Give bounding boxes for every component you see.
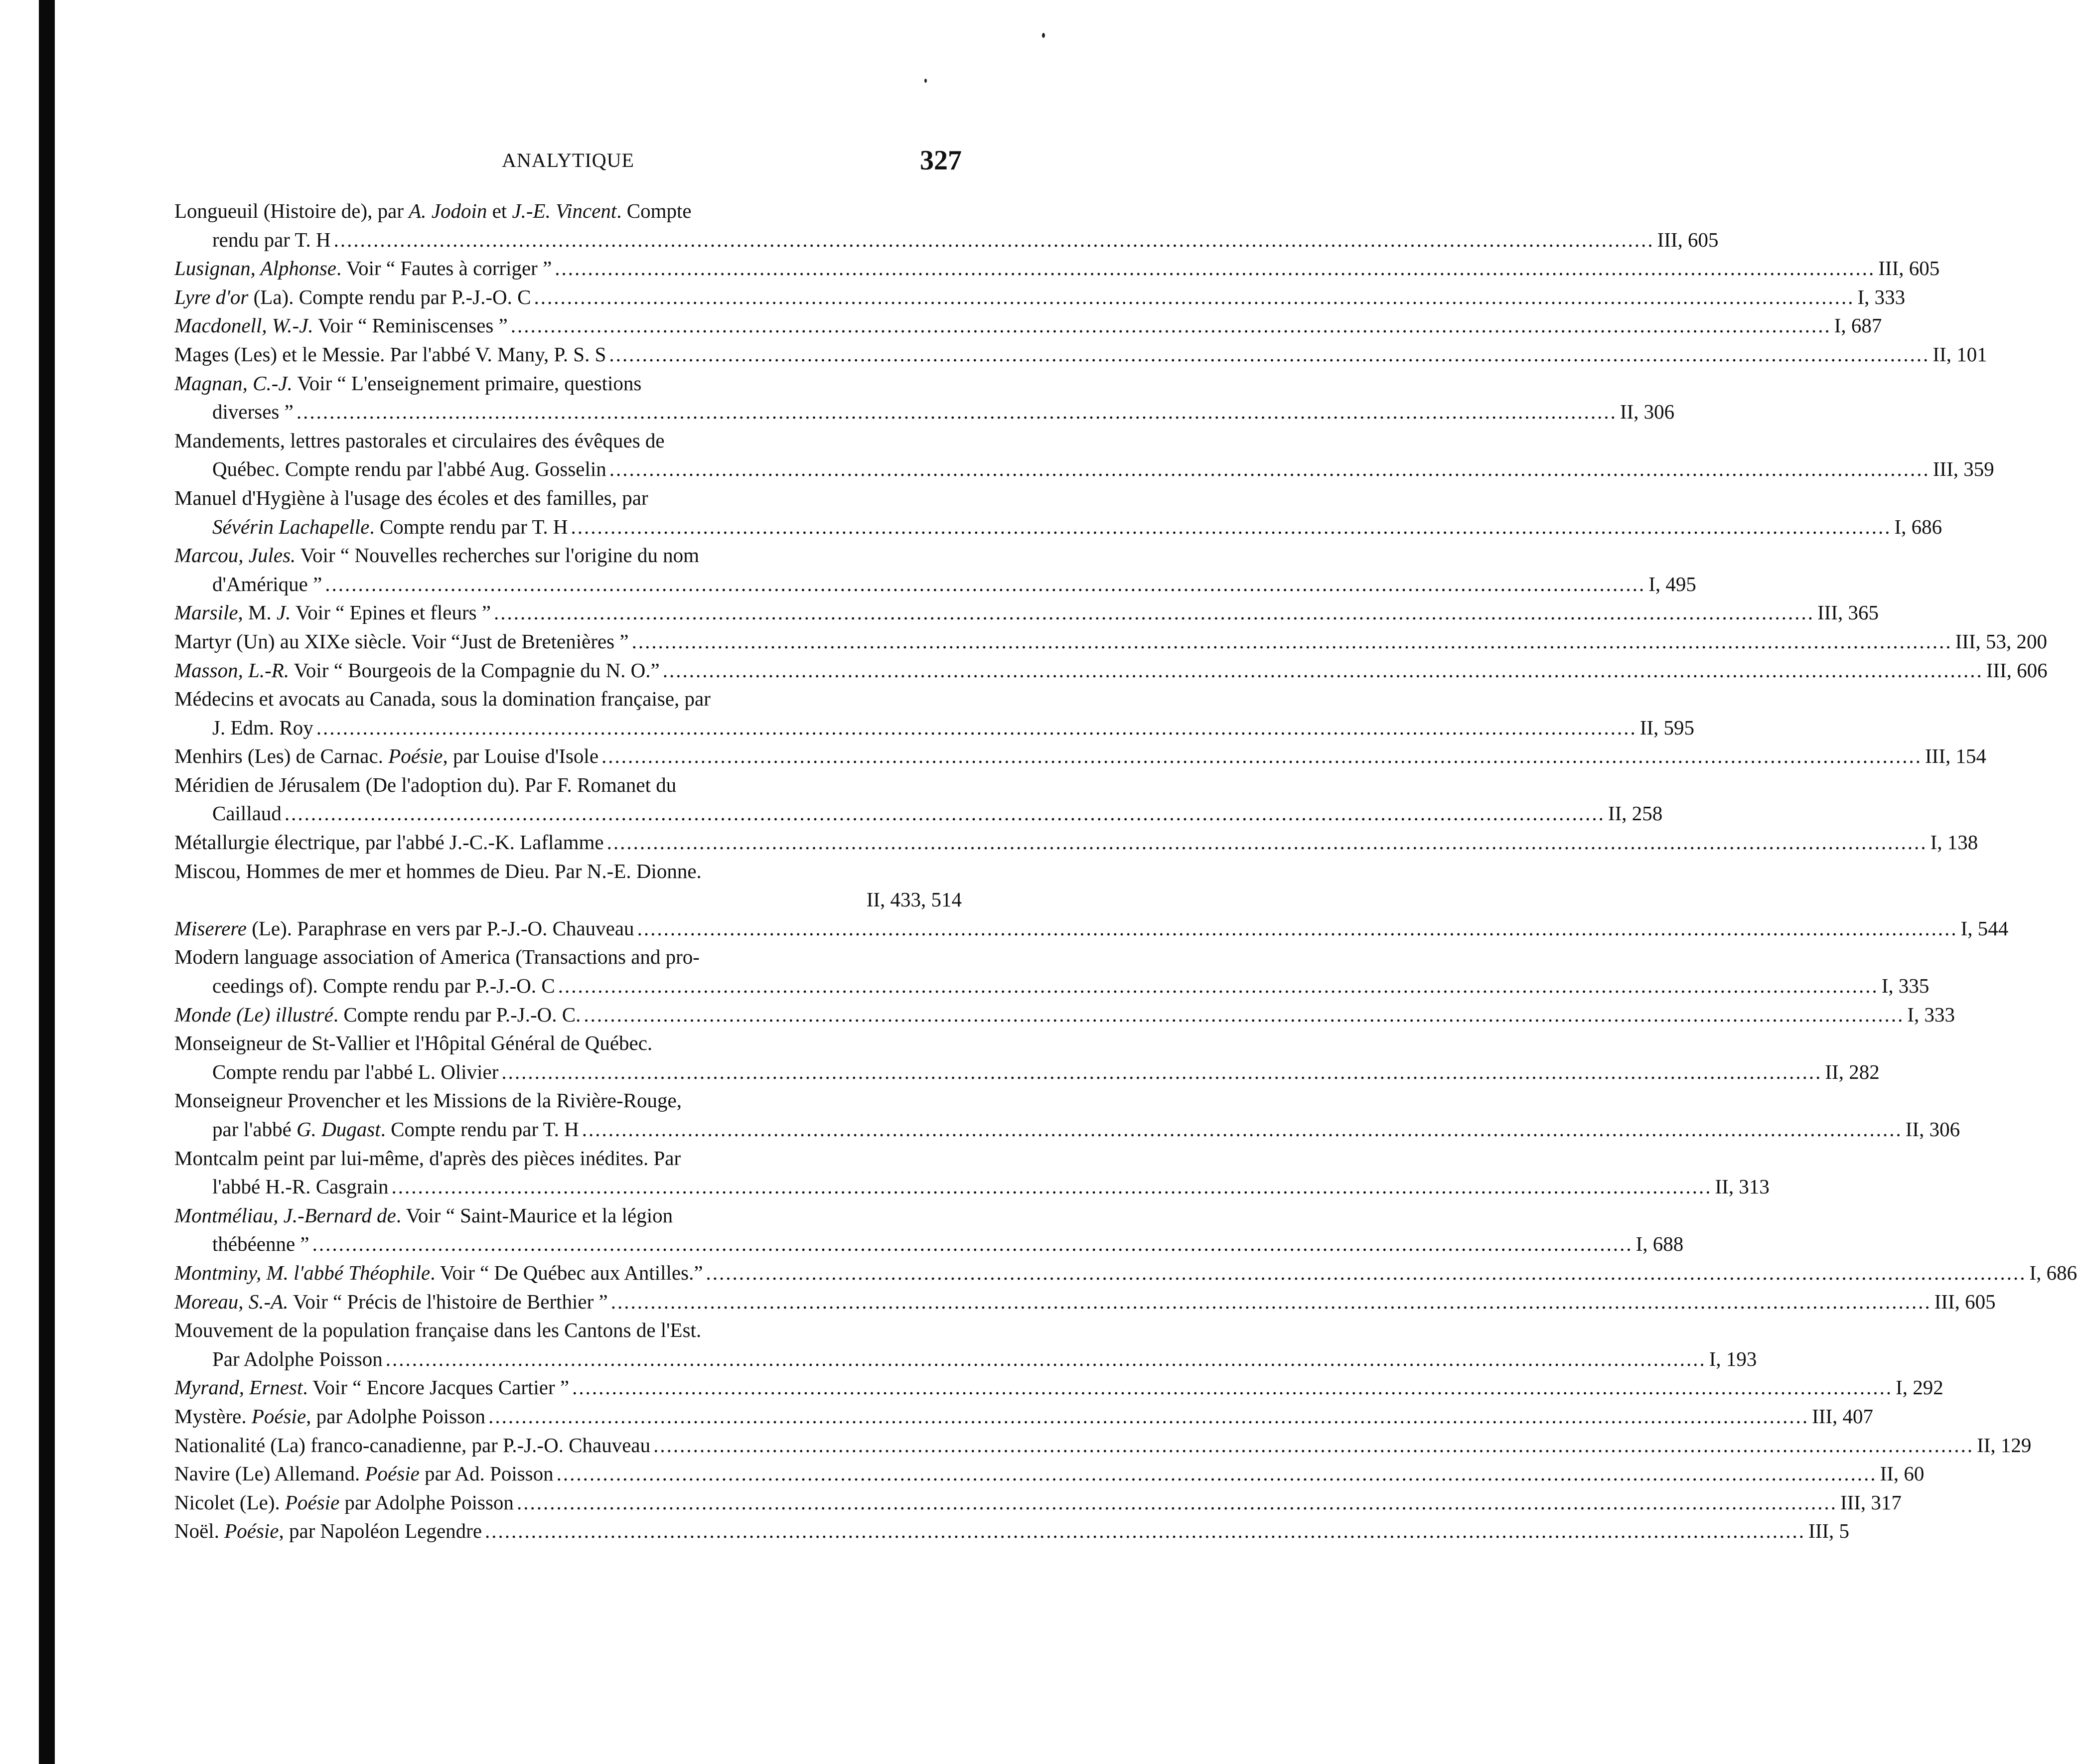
index-entry bbox=[174, 1001, 1955, 1029]
entry-text: Compte rendu par l'abbé L. Olivier bbox=[212, 1060, 499, 1083]
entry-text: Mouvement de la population française dans les Cantons de l'Est. bbox=[174, 1319, 702, 1342]
entry-text: J. Edm. Roy bbox=[212, 716, 313, 739]
leader-dots: ........................................................................................................................................................................................................ bbox=[571, 515, 1892, 538]
leader-dots: ........................................................................................................................................................................................................ bbox=[516, 1490, 1837, 1514]
volume-page-ref: I, 292 bbox=[1896, 1376, 1943, 1399]
index-entry bbox=[174, 627, 2048, 656]
volume-page-ref: II, 433, 514 bbox=[866, 888, 962, 911]
entry-line bbox=[174, 1001, 1955, 1029]
volume-page-ref: III, 407 bbox=[1812, 1404, 1874, 1428]
entry-text: Martyr (Un) au XIXe siècle. Voir “Just de Bretenières ” bbox=[174, 629, 629, 653]
entry-text: Métallurgie électrique, par l'abbé J.-C.-K. Laflamme bbox=[174, 831, 604, 854]
leader-dots: ........................................................................................................................................................................................................ bbox=[582, 1118, 1903, 1141]
leader-dots: ........................................................................................................................................................................................................ bbox=[637, 916, 1958, 940]
volume-page-ref: I, 688 bbox=[1635, 1232, 1684, 1256]
entry-text: Montcalm peint par lui-même, d'après des pièces inédites. Par bbox=[174, 1146, 681, 1170]
index-list bbox=[174, 197, 2077, 1546]
volume-page-ref: II, 129 bbox=[1977, 1433, 2032, 1457]
leader-dots: ........................................................................................................................................................................................................ bbox=[284, 802, 1605, 825]
entry-line bbox=[174, 857, 962, 886]
entry-text: Miscou, Hommes de mer et hommes de Dieu. Par N.-E. Dionne. bbox=[174, 859, 702, 882]
volume-page-ref: II, 595 bbox=[1639, 716, 1695, 739]
leader-dots: ........................................................................................................................................................................................................ bbox=[312, 1232, 1633, 1256]
entry-text: Méridien de Jérusalem (De l'adoption du). Par F. Romanet du bbox=[174, 773, 677, 796]
entry-text: Nationalité (La) franco-canadienne, par P.-J.-O. Chauveau bbox=[174, 1433, 651, 1457]
entry-line bbox=[174, 943, 962, 972]
entry-line bbox=[174, 828, 1978, 857]
entry-text: Par Adolphe Poisson bbox=[212, 1347, 383, 1370]
index-entry bbox=[174, 943, 1929, 1000]
index-entry bbox=[174, 771, 1663, 828]
entry-line bbox=[174, 226, 1719, 255]
entry-line bbox=[174, 627, 2048, 656]
index-entry bbox=[174, 1201, 1684, 1259]
entry-text: Médecins et avocats au Canada, sous la domination française, par bbox=[174, 687, 711, 711]
entry-text: Mandements, lettres pastorales et circulaires des évêques de bbox=[174, 429, 665, 452]
leader-dots: ........................................................................................................................................................................................................ bbox=[631, 629, 1952, 653]
leader-dots: ........................................................................................................................................................................................................ bbox=[316, 716, 1637, 739]
leader-dots: ........................................................................................................................................................................................................ bbox=[333, 228, 1654, 251]
entry-text: par l'abbé G. Dugast. Compte rendu par T. H bbox=[212, 1118, 579, 1141]
entry-line bbox=[174, 656, 2048, 685]
entry-line bbox=[174, 1345, 1757, 1374]
index-entry bbox=[174, 1488, 1902, 1517]
entry-text: Monde (Le) illustré. Compte rendu par P.-J.-O. C. bbox=[174, 1003, 581, 1026]
index-entry bbox=[174, 1460, 1925, 1488]
index-entry bbox=[174, 1373, 1943, 1402]
index-entry bbox=[174, 1259, 2077, 1288]
index-entry bbox=[174, 1288, 1996, 1317]
entry-text: Navire (Le) Allemand. Poésie par Ad. Poisson bbox=[174, 1462, 554, 1485]
running-head: ANALYTIQUE bbox=[502, 149, 634, 171]
entry-text: Macdonell, W.-J. Voir “ Reminiscenses ” bbox=[174, 314, 508, 337]
leader-dots: ........................................................................................................................................................................................................ bbox=[662, 658, 1983, 682]
leader-dots: ........................................................................................................................................................................................................ bbox=[494, 601, 1815, 624]
volume-page-ref: I, 686 bbox=[1894, 515, 1942, 538]
index-entry bbox=[174, 857, 962, 914]
entry-line bbox=[174, 570, 1696, 599]
leader-dots: ........................................................................................................................................................................................................ bbox=[653, 1433, 1974, 1457]
volume-page-ref: I, 687 bbox=[1834, 314, 1882, 337]
leader-dots: ........................................................................................................................................................................................................ bbox=[555, 257, 1876, 280]
entry-line bbox=[174, 598, 1879, 627]
leader-dots: ........................................................................................................................................................................................................ bbox=[296, 400, 1617, 424]
index-entry bbox=[174, 427, 1994, 484]
entry-text: Magnan, C.-J. Voir “ L'enseignement primaire, questions bbox=[174, 371, 642, 395]
entry-text: Masson, L.-R. Voir “ Bourgeois de la Compagnie du N. O.” bbox=[174, 658, 660, 682]
index-entry bbox=[174, 1029, 1880, 1086]
volume-page-ref: III, 53, 200 bbox=[1955, 629, 2048, 653]
entry-text: Lusignan, Alphonse. Voir “ Fautes à corriger ” bbox=[174, 257, 552, 280]
leader-dots: ........................................................................................................................................................................................................ bbox=[325, 572, 1646, 595]
leader-dots: ........................................................................................................................................................................................................ bbox=[610, 1290, 1931, 1313]
entry-line bbox=[174, 1460, 1925, 1488]
entry-line bbox=[174, 427, 962, 455]
volume-page-ref: II, 306 bbox=[1620, 400, 1675, 424]
volume-page-ref: III, 605 bbox=[1657, 228, 1719, 251]
entry-line bbox=[174, 714, 1695, 742]
leader-dots: ........................................................................................................................................................................................................ bbox=[606, 831, 1928, 854]
entry-line bbox=[174, 541, 962, 570]
entry-line bbox=[174, 885, 962, 914]
entry-line bbox=[174, 742, 1986, 771]
entry-line bbox=[174, 972, 1929, 1001]
volume-page-ref: III, 359 bbox=[1932, 457, 1994, 481]
entry-text: Moreau, S.-A. Voir “ Précis de l'histoire de Berthier ” bbox=[174, 1290, 608, 1313]
index-entry bbox=[174, 1517, 1850, 1546]
volume-page-ref: II, 101 bbox=[1932, 342, 1987, 366]
entry-line bbox=[174, 1316, 962, 1345]
entry-line bbox=[174, 1259, 2077, 1288]
entry-text: Myrand, Ernest. Voir “ Encore Jacques Cartier ” bbox=[174, 1376, 570, 1399]
entry-line bbox=[174, 685, 962, 714]
volume-page-ref: I, 193 bbox=[1709, 1347, 1757, 1370]
volume-page-ref: I, 333 bbox=[1857, 285, 1906, 308]
volume-page-ref: I, 495 bbox=[1648, 572, 1696, 595]
index-entry bbox=[174, 1402, 1874, 1431]
entry-line bbox=[174, 799, 1663, 828]
leader-dots: ........................................................................................................................................................................................................ bbox=[510, 314, 1831, 337]
volume-page-ref: II, 282 bbox=[1825, 1060, 1880, 1083]
entry-text: thébéenne ” bbox=[212, 1232, 309, 1256]
entry-text: Montminy, M. l'abbé Théophile. Voir “ De Québec aux Antilles.” bbox=[174, 1261, 703, 1284]
entry-text: Marsile, M. J. Voir “ Epines et fleurs ” bbox=[174, 601, 491, 624]
leader-dots: ........................................................................................................................................................................................................ bbox=[572, 1376, 1893, 1399]
entry-line bbox=[174, 1086, 962, 1115]
entry-line bbox=[174, 1144, 962, 1173]
volume-page-ref: III, 605 bbox=[1878, 257, 1940, 280]
entry-text: Miserere (Le). Paraphrase en vers par P.-J.-O. Chauveau bbox=[174, 916, 634, 940]
entry-text: Noël. Poésie, par Napoléon Legendre bbox=[174, 1519, 482, 1543]
entry-line bbox=[174, 1402, 1874, 1431]
entry-line bbox=[174, 1058, 1880, 1087]
entry-text: Manuel d'Hygiène à l'usage des écoles et des familles, par bbox=[174, 486, 648, 509]
entry-line bbox=[174, 455, 1994, 484]
index-entry bbox=[174, 656, 2048, 685]
index-entry bbox=[174, 1086, 1960, 1144]
binding-shadow bbox=[39, 0, 55, 1764]
entry-line bbox=[174, 1201, 962, 1230]
page-number: 327 bbox=[920, 145, 962, 176]
volume-page-ref: I, 333 bbox=[1907, 1003, 1955, 1026]
page-header bbox=[174, 145, 962, 183]
index-entry bbox=[174, 1316, 1757, 1373]
entry-text: diverses ” bbox=[212, 400, 294, 424]
entry-line bbox=[174, 1230, 1684, 1259]
entry-line bbox=[174, 1029, 962, 1058]
leader-dots: ........................................................................................................................................................................................................ bbox=[609, 342, 1930, 366]
volume-page-ref: III, 154 bbox=[1925, 744, 1986, 768]
entry-line bbox=[174, 1431, 2032, 1460]
entry-text: Menhirs (Les) de Carnac. Poésie, par Louise d'Isole bbox=[174, 744, 599, 768]
entry-text: Sévérin Lachapelle. Compte rendu par T. H bbox=[212, 515, 568, 538]
volume-page-ref: II, 60 bbox=[1880, 1462, 1925, 1485]
entry-line bbox=[174, 369, 962, 398]
index-entry bbox=[174, 685, 1695, 742]
entry-line bbox=[174, 197, 962, 226]
entry-text: Longueuil (Histoire de), par A. Jodoin et J.-E. Vincent. Compte bbox=[174, 199, 692, 222]
leader-dots: ........................................................................................................................................................................................................ bbox=[706, 1261, 2027, 1284]
entry-line bbox=[174, 771, 962, 800]
entry-line bbox=[174, 1373, 1943, 1402]
index-entry bbox=[174, 369, 1675, 427]
entry-line bbox=[174, 1488, 1902, 1517]
index-entry bbox=[174, 541, 1696, 598]
volume-page-ref: II, 313 bbox=[1715, 1175, 1770, 1198]
index-entry bbox=[174, 254, 1940, 283]
volume-page-ref: II, 306 bbox=[1905, 1118, 1960, 1141]
entry-line bbox=[174, 340, 1987, 369]
entry-line bbox=[174, 484, 962, 513]
index-entry bbox=[174, 311, 1882, 340]
index-entry bbox=[174, 1144, 1770, 1201]
leader-dots: ........................................................................................................................................................................................................ bbox=[501, 1060, 1822, 1083]
entry-line bbox=[174, 311, 1882, 340]
entry-text: Monseigneur Provencher et les Missions de la Rivière-Rouge, bbox=[174, 1089, 682, 1112]
leader-dots: ........................................................................................................................................................................................................ bbox=[601, 744, 1923, 768]
entry-line bbox=[174, 398, 1675, 427]
volume-page-ref: I, 138 bbox=[1930, 831, 1978, 854]
entry-line bbox=[174, 914, 2009, 943]
leader-dots: ........................................................................................................................................................................................................ bbox=[534, 285, 1855, 308]
entry-text: Montméliau, J.-Bernard de. Voir “ Saint-Maurice et la légion bbox=[174, 1203, 673, 1227]
entry-line bbox=[174, 254, 1940, 283]
volume-page-ref: III, 606 bbox=[1986, 658, 2048, 682]
volume-page-ref: I, 335 bbox=[1881, 974, 1929, 998]
entry-line bbox=[174, 1173, 1770, 1201]
entry-text: d'Amérique ” bbox=[212, 572, 322, 595]
leader-dots: ........................................................................................................................................................................................................ bbox=[609, 457, 1930, 481]
entry-text: Nicolet (Le). Poésie par Adolphe Poisson bbox=[174, 1490, 514, 1514]
leader-dots: ........................................................................................................................................................................................................ bbox=[558, 974, 1879, 998]
entry-text: Monseigneur de St-Vallier et l'Hôpital Général de Québec. bbox=[174, 1031, 653, 1055]
volume-page-ref: I, 686 bbox=[2029, 1261, 2077, 1284]
index-entry bbox=[174, 340, 1987, 369]
entry-text: ceedings of). Compte rendu par P.-J.-O. C bbox=[212, 974, 555, 998]
volume-page-ref: III, 605 bbox=[1934, 1290, 1996, 1313]
volume-page-ref: III, 365 bbox=[1817, 601, 1879, 624]
entry-line bbox=[174, 513, 1942, 542]
entry-text: l'abbé H.-R. Casgrain bbox=[212, 1175, 389, 1198]
page-speck bbox=[924, 79, 927, 83]
index-entry bbox=[174, 828, 1978, 857]
index-entry bbox=[174, 1431, 2032, 1460]
index-entry bbox=[174, 598, 1879, 627]
leader-dots: ........................................................................................................................................................................................................ bbox=[485, 1519, 1806, 1543]
entry-text: Mystère. Poésie, par Adolphe Poisson bbox=[174, 1404, 486, 1428]
leader-dots: ........................................................................................................................................................................................................ bbox=[488, 1404, 1809, 1428]
leader-dots: ........................................................................................................................................................................................................ bbox=[391, 1175, 1712, 1198]
leader-dots: ........................................................................................................................................................................................................ bbox=[584, 1003, 1905, 1026]
leader-dots: ........................................................................................................................................................................................................ bbox=[385, 1347, 1706, 1370]
volume-page-ref: III, 5 bbox=[1808, 1519, 1850, 1543]
index-entry bbox=[174, 742, 1986, 771]
index-entry bbox=[174, 914, 2009, 943]
entry-text: Québec. Compte rendu par l'abbé Aug. Gosselin bbox=[212, 457, 606, 481]
page-speck bbox=[1042, 33, 1045, 38]
index-entry bbox=[174, 197, 1719, 254]
entry-line bbox=[174, 283, 1906, 312]
leader-dots: ........................................................................................................................................................................................................ bbox=[556, 1462, 1877, 1485]
entry-line bbox=[174, 1115, 1960, 1144]
index-entry bbox=[174, 283, 1906, 312]
volume-page-ref: III, 317 bbox=[1840, 1490, 1902, 1514]
entry-line bbox=[174, 1517, 1850, 1546]
index-entry bbox=[174, 484, 1942, 541]
entry-text: Mages (Les) et le Messie. Par l'abbé V. Many, P. S. S bbox=[174, 342, 606, 366]
entry-text: Lyre d'or (La). Compte rendu par P.-J.-O. C bbox=[174, 285, 531, 308]
volume-page-ref: II, 258 bbox=[1608, 802, 1663, 825]
entry-text: Caillaud bbox=[212, 802, 282, 825]
entry-text: Marcou, Jules. Voir “ Nouvelles recherches sur l'origine du nom bbox=[174, 544, 700, 567]
entry-line bbox=[174, 1288, 1996, 1317]
entry-text: rendu par T. H bbox=[212, 228, 331, 251]
volume-page-ref: I, 544 bbox=[1960, 916, 2009, 940]
entry-text: Modern language association of America (Transactions and pro- bbox=[174, 945, 700, 969]
